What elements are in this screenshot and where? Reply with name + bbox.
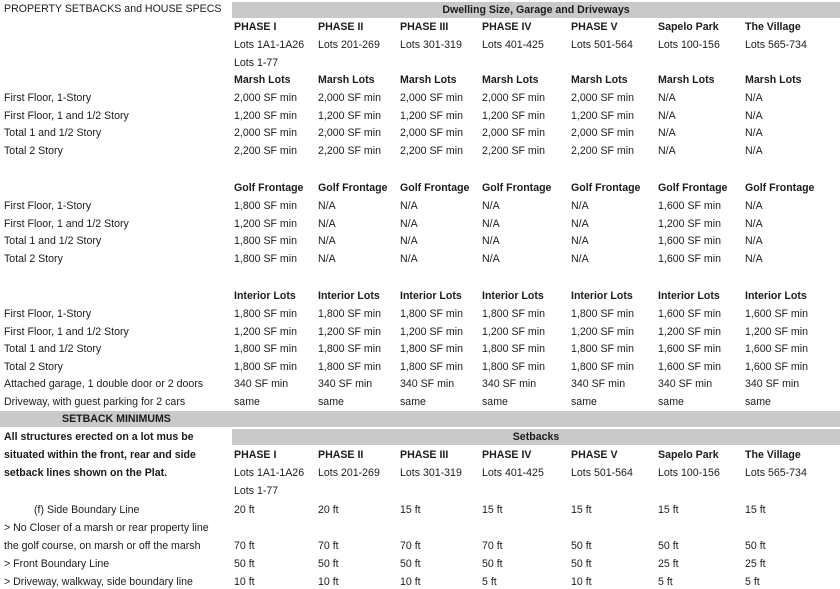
cell-value: 2,000 SF min	[482, 127, 546, 140]
section-header-label: Golf Frontage	[745, 182, 815, 194]
setback-minimums-title: SETBACK MINIMUMS	[62, 413, 171, 425]
cell-value: 1,800 SF min	[234, 200, 298, 212]
setback-row-label: (f) Side Boundary Line	[34, 504, 140, 516]
section-header-label: Interior Lots	[318, 290, 380, 302]
cell-value: 1,200 SF min	[658, 217, 722, 230]
cell-value: 340 SF min	[571, 378, 626, 391]
setback-value: 50 ft	[482, 558, 503, 570]
cell-value: 340 SF min	[234, 378, 289, 391]
setback-value: 15 ft	[400, 504, 421, 516]
cell-value: 1,200 SF min	[318, 109, 382, 122]
cell-value: same	[318, 396, 344, 408]
cell-value: N/A	[482, 252, 500, 265]
cell-value: same	[234, 396, 260, 408]
phase-lots: Lots 401-425	[482, 467, 544, 479]
setback-value: 15 ft	[482, 504, 503, 516]
cell-value: same	[658, 396, 684, 408]
cell-value: N/A	[745, 235, 763, 248]
phase-lots: Lots 565-734	[745, 467, 807, 479]
setback-value: 50 ft	[400, 558, 421, 570]
phase-name: PHASE V	[571, 449, 618, 461]
phase-lots-secondary: Lots 1-77	[234, 485, 279, 497]
phase-lots: Lots 100-156	[658, 39, 720, 51]
setback-row-label: > Front Boundary Line	[4, 558, 110, 570]
row-label: Driveway, with guest parking for 2 cars	[4, 396, 186, 408]
section-header-label: Marsh Lots	[400, 74, 457, 86]
cell-value: 2,000 SF min	[571, 92, 635, 104]
cell-value: 2,000 SF min	[234, 127, 298, 140]
phase-name: PHASE II	[318, 449, 364, 461]
cell-value: 1,200 SF min	[234, 217, 298, 230]
phase-name: Sapelo Park	[658, 449, 719, 461]
cell-value: N/A	[658, 92, 676, 104]
setback-note-line-1: All structures erected on a lot mus be	[4, 431, 194, 443]
cell-value: same	[400, 396, 426, 408]
setback-value: 70 ft	[400, 540, 421, 552]
cell-value: same	[571, 396, 597, 408]
cell-value: N/A	[318, 200, 336, 212]
setback-value: 10 ft	[234, 576, 255, 588]
setback-value: 20 ft	[318, 504, 339, 516]
cell-value: same	[745, 396, 771, 408]
cell-value: 1,600 SF min	[658, 252, 722, 265]
row-label: First Floor, 1 and 1/2 Story	[4, 325, 129, 338]
setback-value: 70 ft	[482, 540, 503, 552]
cell-value: 1,200 SF min	[318, 325, 382, 338]
section-header-label: Interior Lots	[745, 290, 807, 302]
row-label: Total 2 Story	[4, 360, 63, 373]
setback-minimums-band	[0, 411, 840, 427]
cell-value: 2,000 SF min	[234, 92, 298, 104]
cell-value: N/A	[318, 252, 336, 265]
setback-note-line-2: situated within the front, rear and side	[4, 449, 196, 461]
cell-value: 1,800 SF min	[571, 343, 635, 356]
cell-value: 1,800 SF min	[400, 343, 464, 356]
cell-value: N/A	[571, 252, 589, 265]
cell-value: 1,800 SF min	[400, 308, 464, 320]
cell-value: 1,800 SF min	[234, 252, 298, 265]
cell-value: 1,600 SF min	[658, 360, 722, 373]
cell-value: 2,000 SF min	[318, 127, 382, 140]
phase-lots: Lots 501-564	[571, 39, 633, 51]
phase-name: The Village	[745, 449, 801, 461]
row-label: First Floor, 1-Story	[4, 92, 92, 104]
phase-name: PHASE II	[318, 21, 364, 33]
setback-value: 15 ft	[745, 504, 766, 516]
page-title: PROPERTY SETBACKS and HOUSE SPECS	[4, 3, 222, 15]
phase-name: The Village	[745, 21, 801, 33]
section-header-label: Golf Frontage	[400, 182, 470, 194]
setback-value: 50 ft	[234, 558, 255, 570]
cell-value: 2,000 SF min	[571, 127, 635, 140]
phase-name: PHASE I	[234, 21, 277, 33]
phase-lots: Lots 501-564	[571, 467, 633, 479]
phase-lots: Lots 301-319	[400, 467, 462, 479]
phase-lots: Lots 401-425	[482, 39, 544, 51]
row-label: First Floor, 1-Story	[4, 308, 92, 320]
cell-value: N/A	[571, 200, 589, 212]
setback-value: 10 ft	[318, 576, 339, 588]
phase-lots: Lots 565-734	[745, 39, 807, 51]
cell-value: 1,800 SF min	[571, 360, 635, 373]
cell-value: 1,200 SF min	[482, 109, 546, 122]
cell-value: N/A	[482, 217, 500, 230]
section-header-label: Golf Frontage	[571, 182, 641, 194]
phase-name: PHASE III	[400, 21, 449, 33]
cell-value: N/A	[745, 92, 763, 104]
cell-value: N/A	[318, 217, 336, 230]
section-header-label: Golf Frontage	[234, 182, 304, 194]
cell-value: 1,200 SF min	[400, 109, 464, 122]
setback-value: 5 ft	[658, 576, 673, 588]
cell-value: 1,600 SF min	[658, 343, 722, 356]
phase-lots: Lots 1A1-1A26	[234, 39, 305, 51]
cell-value: 1,800 SF min	[482, 343, 546, 356]
setback-value: 15 ft	[658, 504, 679, 516]
cell-value: 340 SF min	[482, 378, 537, 391]
cell-value: 2,000 SF min	[400, 92, 464, 104]
phase-name: PHASE IV	[482, 449, 532, 461]
cell-value: 2,200 SF min	[400, 144, 464, 157]
row-label: Total 2 Story	[4, 252, 63, 265]
cell-value: 1,800 SF min	[482, 308, 546, 320]
cell-value: N/A	[482, 235, 500, 248]
setback-value: 25 ft	[658, 558, 679, 570]
cell-value: N/A	[400, 235, 418, 248]
phase-lots: Lots 1A1-1A26	[234, 467, 305, 479]
cell-value: 1,600 SF min	[658, 200, 722, 212]
cell-value: N/A	[745, 109, 763, 122]
cell-value: 1,600 SF min	[745, 308, 809, 320]
section-header-label: Marsh Lots	[571, 74, 628, 86]
dwelling-header: Dwelling Size, Garage and Driveways	[232, 2, 840, 18]
phase-name: PHASE III	[400, 449, 449, 461]
setback-value: 10 ft	[400, 576, 421, 588]
cell-value: N/A	[318, 235, 336, 248]
section-header-label: Interior Lots	[571, 290, 633, 302]
cell-value: N/A	[571, 217, 589, 230]
cell-value: 1,800 SF min	[400, 360, 464, 373]
setback-value: 20 ft	[234, 504, 255, 516]
row-label: First Floor, 1 and 1/2 Story	[4, 109, 129, 122]
cell-value: 1,200 SF min	[571, 109, 635, 122]
phase-name: PHASE IV	[482, 21, 532, 33]
phase-lots: Lots 301-319	[400, 39, 462, 51]
cell-value: 2,200 SF min	[318, 144, 382, 157]
cell-value: 1,800 SF min	[234, 235, 298, 248]
cell-value: N/A	[745, 200, 763, 212]
cell-value: 1,200 SF min	[400, 325, 464, 338]
section-header-label: Marsh Lots	[318, 74, 375, 86]
phase-lots-secondary: Lots 1-77	[234, 57, 279, 69]
cell-value: 1,200 SF min	[658, 325, 722, 338]
row-label: Total 1 and 1/2 Story	[4, 235, 102, 248]
row-label: Total 1 and 1/2 Story	[4, 127, 102, 140]
phase-lots: Lots 100-156	[658, 467, 720, 479]
cell-value: same	[482, 396, 508, 408]
cell-value: 2,200 SF min	[571, 144, 635, 157]
cell-value: N/A	[745, 144, 763, 157]
section-header-label: Interior Lots	[658, 290, 720, 302]
section-header-label: Marsh Lots	[234, 74, 291, 86]
cell-value: 1,600 SF min	[745, 360, 809, 373]
setback-row-label: > No Closer of a marsh or rear property line	[4, 522, 209, 534]
setback-row-label: the golf course, on marsh or off the marsh	[4, 540, 201, 552]
section-header-label: Golf Frontage	[318, 182, 388, 194]
setback-value: 15 ft	[571, 504, 592, 516]
cell-value: 1,800 SF min	[482, 360, 546, 373]
setback-value: 5 ft	[745, 576, 760, 588]
cell-value: N/A	[658, 109, 676, 122]
cell-value: N/A	[658, 144, 676, 157]
cell-value: 1,800 SF min	[318, 360, 382, 373]
section-header-label: Interior Lots	[234, 290, 296, 302]
setback-value: 50 ft	[658, 540, 679, 552]
cell-value: 340 SF min	[400, 378, 455, 391]
phase-lots: Lots 201-269	[318, 39, 380, 51]
phase-name: PHASE V	[571, 21, 618, 33]
row-label: First Floor, 1-Story	[4, 200, 92, 212]
cell-value: 1,600 SF min	[745, 343, 809, 356]
section-header-label: Interior Lots	[400, 290, 462, 302]
cell-value: 1,200 SF min	[482, 325, 546, 338]
setback-value: 25 ft	[745, 558, 766, 570]
cell-value: N/A	[745, 217, 763, 230]
cell-value: 1,600 SF min	[658, 235, 722, 248]
cell-value: 2,000 SF min	[318, 92, 382, 104]
cell-value: 340 SF min	[318, 378, 373, 391]
cell-value: 1,800 SF min	[571, 308, 635, 320]
setback-value: 70 ft	[234, 540, 255, 552]
cell-value: N/A	[745, 127, 763, 140]
cell-value: 1,200 SF min	[234, 325, 298, 338]
setback-value: 10 ft	[571, 576, 592, 588]
cell-value: 1,800 SF min	[318, 308, 382, 320]
phase-lots: Lots 201-269	[318, 467, 380, 479]
cell-value: 1,800 SF min	[318, 343, 382, 356]
cell-value: N/A	[745, 252, 763, 265]
setback-row-label: > Driveway, walkway, side boundary line	[4, 576, 193, 588]
setback-value: 5 ft	[482, 576, 497, 588]
cell-value: 2,000 SF min	[400, 127, 464, 140]
phase-name: PHASE I	[234, 449, 277, 461]
cell-value: 1,600 SF min	[658, 308, 722, 320]
cell-value: 2,200 SF min	[234, 144, 298, 157]
setback-value: 50 ft	[745, 540, 766, 552]
section-header-label: Marsh Lots	[745, 74, 802, 86]
section-header-label: Golf Frontage	[482, 182, 552, 194]
setback-note-line-3: setback lines shown on the Plat.	[4, 467, 168, 479]
section-header-label: Marsh Lots	[482, 74, 539, 86]
cell-value: N/A	[400, 217, 418, 230]
cell-value: N/A	[658, 127, 676, 140]
row-label: First Floor, 1 and 1/2 Story	[4, 217, 129, 230]
section-header-label: Golf Frontage	[658, 182, 728, 194]
cell-value: 340 SF min	[745, 378, 800, 391]
section-header-label: Marsh Lots	[658, 74, 715, 86]
cell-value: 1,200 SF min	[745, 325, 809, 338]
setback-value: 50 ft	[318, 558, 339, 570]
setback-value: 50 ft	[571, 540, 592, 552]
cell-value: 1,800 SF min	[234, 343, 298, 356]
cell-value: N/A	[571, 235, 589, 248]
setbacks-header: Setbacks	[232, 429, 840, 445]
section-header-label: Interior Lots	[482, 290, 544, 302]
cell-value: 1,200 SF min	[571, 325, 635, 338]
cell-value: 2,000 SF min	[482, 92, 546, 104]
phase-name: Sapelo Park	[658, 21, 719, 33]
cell-value: N/A	[400, 252, 418, 265]
cell-value: 1,800 SF min	[234, 308, 298, 320]
cell-value: 2,200 SF min	[482, 144, 546, 157]
cell-value: 1,800 SF min	[234, 360, 298, 373]
cell-value: 340 SF min	[658, 378, 713, 391]
row-label: Total 1 and 1/2 Story	[4, 343, 102, 356]
cell-value: N/A	[400, 200, 418, 212]
cell-value: 1,200 SF min	[234, 109, 298, 122]
cell-value: N/A	[482, 200, 500, 212]
setback-value: 50 ft	[571, 558, 592, 570]
row-label: Attached garage, 1 double door or 2 doors	[4, 378, 204, 391]
setback-value: 70 ft	[318, 540, 339, 552]
row-label: Total 2 Story	[4, 144, 63, 157]
